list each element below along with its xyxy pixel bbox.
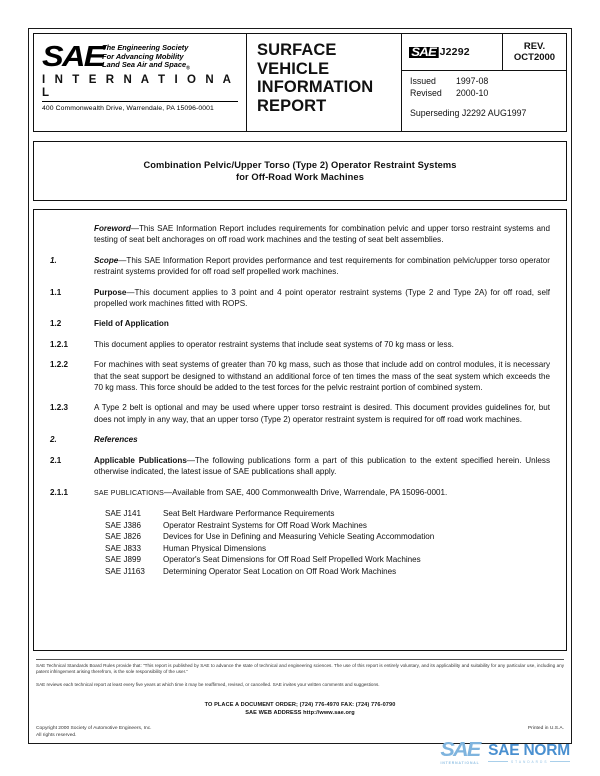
section-paragraph bbox=[50, 339, 550, 350]
section-body: A Type 2 belt is optional and may be used where upper torso restraint is desired. This document provides guidelines for, but does not imply in any way, that an upper torso (Type 2) operator restraint system is required for off road work machines. bbox=[94, 403, 550, 424]
section-text bbox=[94, 455, 550, 478]
section-body: —The following publications form a part of this publication to the extent specified herein. Unless otherwise indicated, the latest issue of SAE publications shall apply. bbox=[94, 455, 551, 477]
publication-id: SAE J833 bbox=[105, 543, 141, 553]
doc-type-line-4: REPORT bbox=[257, 96, 327, 115]
legal-divider bbox=[36, 659, 564, 660]
section-paragraph bbox=[50, 255, 550, 278]
section-paragraph bbox=[50, 402, 550, 425]
sae-logo-block bbox=[34, 34, 247, 131]
sae-tagline-line-1: The Engineering Society bbox=[102, 43, 189, 52]
section-paragraph bbox=[50, 487, 550, 499]
publications-list bbox=[105, 508, 550, 578]
publication-name: Operator Restraint Systems for Off Road Work Machines bbox=[163, 520, 367, 530]
document-number-cell bbox=[402, 34, 503, 70]
masthead bbox=[33, 33, 567, 132]
section-label: Scope bbox=[94, 255, 119, 265]
foreword-body: —This SAE Information Report includes requirements for combination pelvic and upper torso restraint systems and testing of seat belt anchorages on off road work machines and the testing of seat belt assemblies. bbox=[94, 224, 550, 245]
section-label: Purpose bbox=[94, 287, 127, 297]
foreword-label: Foreword bbox=[94, 224, 131, 233]
document-title-box bbox=[33, 141, 567, 201]
document-body bbox=[33, 209, 567, 651]
watermark-sae-mark: SAE bbox=[440, 739, 480, 761]
publication-row bbox=[105, 520, 550, 532]
section-paragraph bbox=[50, 434, 550, 445]
issued-row bbox=[410, 76, 566, 88]
publication-row bbox=[105, 554, 550, 566]
publication-name: Seat Belt Hardware Performance Requirements bbox=[163, 508, 335, 518]
watermark-text-block bbox=[488, 743, 570, 764]
section-label: SAE PUBLICATIONS bbox=[94, 489, 164, 497]
publication-id: SAE J1163 bbox=[105, 566, 145, 576]
sae-tagline bbox=[102, 43, 190, 73]
publication-name: Operator's Seat Dimensions for Off Road Self Propelled Work Machines bbox=[163, 555, 421, 565]
section-text bbox=[94, 339, 550, 350]
document-title-line-1: Combination Pelvic/Upper Torso (Type 2) Operator Restraint Systems bbox=[143, 159, 457, 170]
revision-cell bbox=[503, 34, 566, 70]
publication-id: SAE J141 bbox=[105, 508, 141, 518]
web-address-line: SAE WEB ADDRESS http://www.sae.org bbox=[245, 709, 355, 716]
revision-label: REV. bbox=[523, 41, 546, 52]
order-information bbox=[33, 702, 567, 717]
section-body: —Available from SAE, 400 Commonwealth Drive, Warrendale, PA 15096-0001. bbox=[163, 487, 448, 497]
section-body: —This document applies to 3 point and 4 point operator restraint systems (Type 2 and Type 2A) for off road, self propelled work machines fitted with ROPS. bbox=[94, 287, 550, 309]
document-number: J2292 bbox=[439, 46, 470, 58]
publication-row bbox=[105, 543, 550, 555]
watermark-rule-left bbox=[488, 761, 508, 762]
section-paragraph bbox=[50, 455, 550, 478]
publication-row bbox=[105, 566, 550, 578]
foreword-text bbox=[94, 223, 550, 246]
publication-name: Human Physical Dimensions bbox=[163, 543, 267, 553]
sae-address: 400 Commonwealth Drive, Warrendale, PA 15096-0001 bbox=[42, 105, 214, 113]
section-number: 1.1 bbox=[50, 287, 62, 297]
publication-name: Devices for Use in Defining and Measuring Vehicle Seating Accommodation bbox=[163, 532, 435, 542]
publication-row bbox=[105, 531, 550, 543]
revised-label: Revised bbox=[410, 87, 442, 98]
section-label: Field of Application bbox=[94, 319, 169, 329]
sae-international-text: I N T E R N A T I O N A L bbox=[42, 74, 238, 102]
document-identification-block bbox=[402, 34, 566, 131]
sae-norm-watermark bbox=[437, 741, 570, 765]
section-text bbox=[94, 318, 550, 329]
registered-mark-icon: ® bbox=[186, 65, 190, 72]
doc-type-line-2: VEHICLE bbox=[257, 59, 330, 78]
revision-date: OCT2000 bbox=[513, 52, 556, 63]
publication-row bbox=[105, 508, 550, 520]
legal-text-2: SAE reviews each technical report at least every five years at which time it may be reaffirmed, revised, or cancelled. SAE invites your written comments and suggestions. bbox=[36, 681, 380, 687]
section-paragraph bbox=[50, 359, 550, 393]
section-body: —This SAE Information Report provides performance and test requirements for combination pelvic/upper torso operator restraint systems provided for off road self propelled work machines. bbox=[94, 255, 550, 277]
foreword-number bbox=[50, 223, 94, 246]
document-title-line-2: for Off-Road Work Machines bbox=[236, 172, 364, 182]
section-text bbox=[94, 255, 550, 278]
document-type-title bbox=[247, 34, 402, 131]
watermark-international-text: INTERNATIONAL bbox=[440, 761, 480, 765]
doc-type-line-1: SURFACE bbox=[257, 41, 337, 59]
section-text bbox=[94, 487, 550, 499]
section-number: 1.2.3 bbox=[50, 403, 69, 413]
order-phone-line: TO PLACE A DOCUMENT ORDER; (724) 776-4970 FAX: (724) 776-0790 bbox=[204, 702, 396, 708]
legal-text-1: SAE Technical Standards Board Rules provide that: “This report is published by SAE to advance the state of technical and engineering sciences. The use of this report is entirely voluntary, and its applicability and suitability for any particular use, including any patent infringement arising therefrom, is the sole responsibility of the user.” bbox=[36, 663, 564, 675]
dates-cell bbox=[402, 71, 566, 131]
section-text bbox=[94, 359, 550, 393]
section-number: 1. bbox=[50, 255, 57, 265]
copyright-notice bbox=[36, 726, 152, 739]
revised-value: 2000-10 bbox=[456, 87, 489, 98]
watermark-rule-right bbox=[550, 761, 570, 762]
issued-value: 1997-08 bbox=[456, 76, 489, 86]
legal-notice bbox=[36, 659, 564, 694]
copyright-line-2: All rights reserved. bbox=[36, 732, 77, 738]
foreword-paragraph bbox=[50, 223, 550, 246]
copyright-line-1: Copyright 2000 Society of Automotive Engineers, Inc. bbox=[36, 726, 152, 731]
section-paragraph bbox=[50, 318, 550, 329]
section-body: For machines with seat systems of greater than 70 kg mass, such as those that include add on control modules, it is necessary that the seat support be designed to withstand an additional force of ten times the mass of the seat system which exceeds the 70 kg mass. This force should be added to the test forces for the pelvic restraint portion of combined system. bbox=[94, 360, 550, 393]
section-number: 1.2.1 bbox=[50, 339, 69, 349]
watermark-logo-icon bbox=[437, 741, 483, 765]
publication-id: SAE J899 bbox=[105, 555, 141, 565]
publication-name: Determining Operator Seat Location on Off Road Work Machines bbox=[163, 566, 397, 576]
section-number: 2. bbox=[50, 435, 57, 445]
sae-badge-icon: SAE bbox=[409, 47, 438, 58]
section-text bbox=[94, 402, 550, 425]
section-list bbox=[50, 255, 550, 499]
watermark-subline bbox=[488, 759, 570, 764]
issued-label: Issued bbox=[410, 76, 436, 86]
section-text bbox=[94, 287, 550, 310]
section-paragraph bbox=[50, 287, 550, 310]
section-text bbox=[94, 434, 550, 445]
printed-in-notice: Printed in U.S.A. bbox=[527, 726, 564, 731]
revised-row bbox=[410, 88, 566, 100]
publication-id: SAE J826 bbox=[105, 532, 141, 542]
section-number: 2.1 bbox=[50, 455, 62, 465]
section-label: References bbox=[94, 435, 138, 445]
section-number: 2.1.1 bbox=[50, 487, 69, 497]
sae-tagline-line-3: Land Sea Air and Space$_®$ bbox=[102, 60, 190, 72]
superseding-note: Superseding J2292 AUG1997 bbox=[410, 108, 527, 118]
sae-tagline-line-2: For Advancing Mobility bbox=[102, 51, 184, 61]
doc-type-line-3: INFORMATION bbox=[257, 78, 374, 96]
section-body: This document applies to operator restraint systems that include seat systems of 70 kg mass or less. bbox=[94, 339, 454, 349]
sae-logo-wordmark: SAE bbox=[42, 41, 104, 73]
publication-id: SAE J386 bbox=[105, 520, 141, 530]
section-number: 1.2.2 bbox=[50, 360, 69, 370]
section-number: 1.2 bbox=[50, 319, 62, 329]
section-label: Applicable Publications bbox=[94, 455, 187, 465]
watermark-title: SAE NORM bbox=[488, 741, 570, 759]
watermark-subtitle: S T A N D A R D S bbox=[510, 759, 548, 764]
